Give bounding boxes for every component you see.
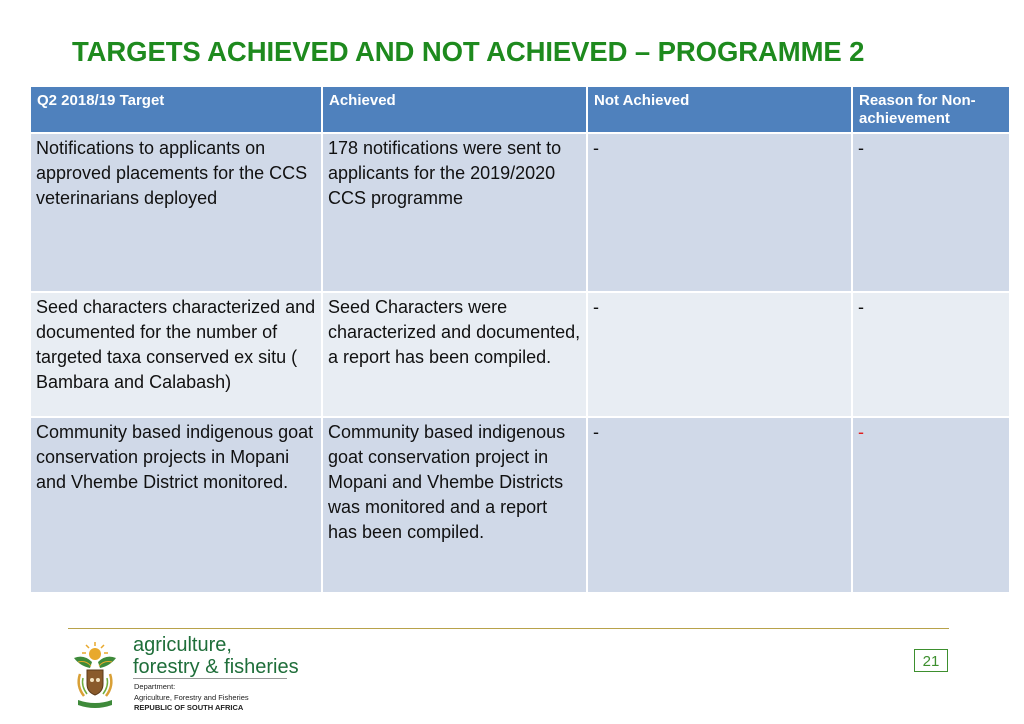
cell-reason — [852, 292, 1010, 417]
header-reason: Reason for Non-achievement — [852, 86, 1010, 133]
header-not-achieved: Not Achieved — [587, 86, 852, 133]
department-details — [134, 682, 249, 714]
dept-small-line2: Agriculture, Forestry and Fisheries — [134, 692, 249, 702]
not-achieved-value: - — [593, 297, 599, 317]
cell-not-achieved — [587, 133, 852, 292]
dept-small-line3: REPUBLIC OF SOUTH AFRICA — [134, 703, 244, 712]
cell-achieved: Seed Characters were characterized and documented, a report has been compiled. — [322, 292, 587, 417]
cell-target: Notifications to applicants on approved placements for the CCS veterinarians deployed — [30, 133, 322, 292]
table-header-row — [30, 86, 1010, 133]
dept-divider — [133, 678, 287, 679]
department-logo-text — [133, 634, 299, 678]
cell-reason — [852, 133, 1010, 292]
cell-not-achieved — [587, 292, 852, 417]
targets-table — [29, 85, 1011, 594]
table-row — [30, 292, 1010, 417]
table-row — [30, 417, 1010, 593]
cell-not-achieved — [587, 417, 852, 593]
header-target: Q2 2018/19 Target — [30, 86, 322, 133]
footer-divider — [68, 628, 949, 629]
dept-name-line2: forestry & fisheries — [133, 656, 299, 678]
dept-small-line1: Department: — [134, 682, 176, 691]
cell-target: Community based indigenous goat conservation projects in Mopani and Vhembe District monitored. — [30, 417, 322, 593]
reason-value: - — [858, 297, 864, 317]
cell-reason — [852, 417, 1010, 593]
reason-value: - — [858, 422, 864, 442]
table-row — [30, 133, 1010, 292]
cell-achieved: Community based indigenous goat conservation project in Mopani and Vhembe Districts was monitored and a report has been compiled. — [322, 417, 587, 593]
dept-name-line1: agriculture, — [133, 634, 232, 656]
page-title: TARGETS ACHIEVED AND NOT ACHIEVED – PROGRAMME 2 — [72, 36, 865, 67]
page-number: 21 — [914, 649, 948, 672]
coat-of-arms-icon — [68, 640, 122, 712]
header-achieved: Achieved — [322, 86, 587, 133]
not-achieved-value: - — [593, 422, 599, 442]
cell-target: Seed characters characterized and documented for the number of targeted taxa conserved ex situ ( Bambara and Calabash) — [30, 292, 322, 417]
reason-value: - — [858, 138, 864, 158]
cell-achieved: 178 notifications were sent to applicants for the 2019/2020 CCS programme — [322, 133, 587, 292]
not-achieved-value: - — [593, 138, 599, 158]
